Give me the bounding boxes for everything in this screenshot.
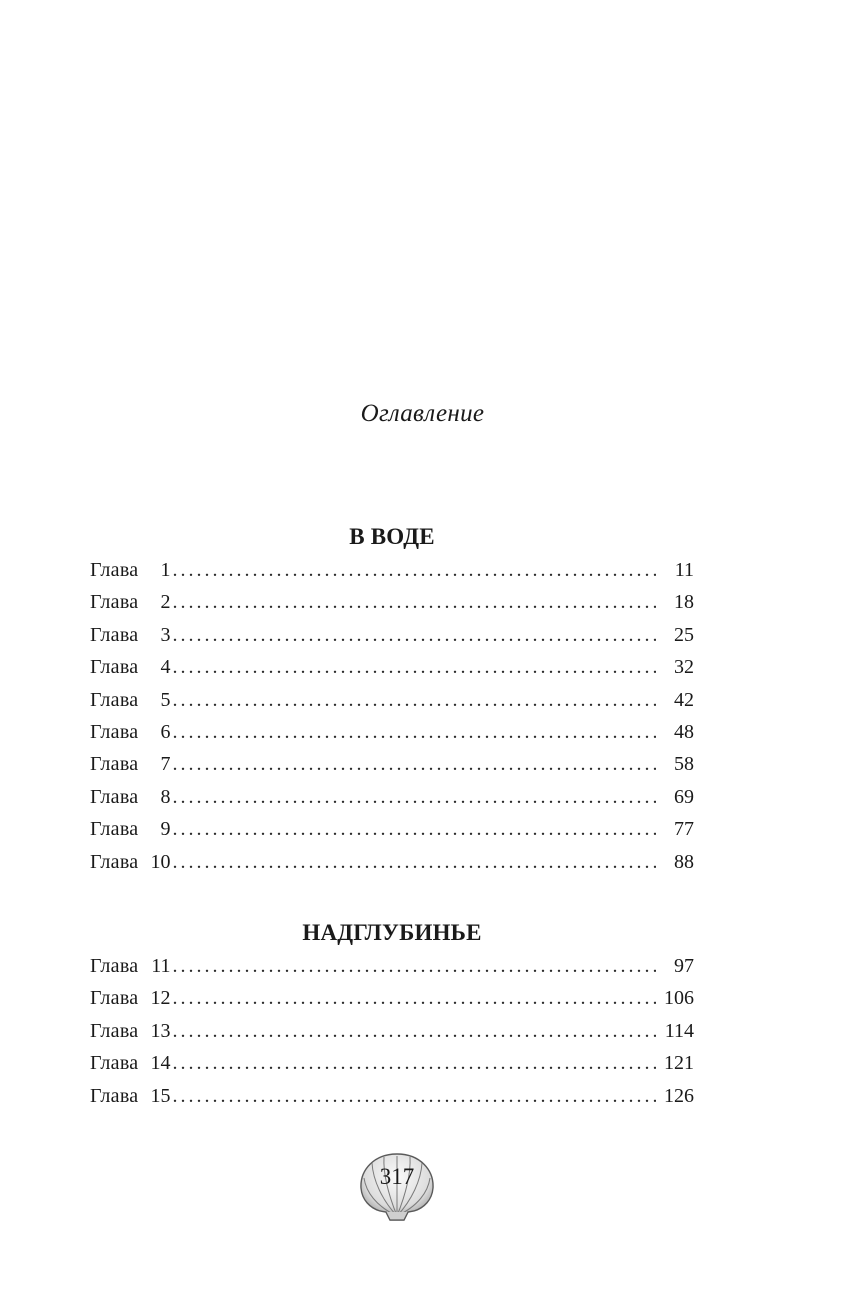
toc-entry[interactable] bbox=[90, 619, 694, 651]
toc-entry[interactable] bbox=[90, 586, 694, 618]
toc-entry[interactable] bbox=[90, 1080, 694, 1112]
page-ref: 18 bbox=[674, 591, 694, 614]
chapter-number: 12 bbox=[150, 987, 171, 1010]
chapter-label: Глава bbox=[90, 591, 139, 614]
toc-entry[interactable] bbox=[90, 1047, 694, 1079]
chapter-label: Глава bbox=[90, 656, 139, 679]
page-ref: 58 bbox=[674, 753, 694, 776]
chapter-number: 9 bbox=[160, 818, 171, 841]
chapter-number: 7 bbox=[160, 753, 171, 776]
toc-entry[interactable] bbox=[90, 846, 694, 878]
chapter-number: 2 bbox=[160, 591, 171, 614]
dot-leader bbox=[172, 1080, 656, 1112]
chapter-number: 14 bbox=[150, 1052, 171, 1075]
chapter-label: Глава bbox=[90, 688, 139, 711]
chapter-label: Глава bbox=[90, 987, 139, 1010]
chapter-label: Глава bbox=[90, 785, 139, 808]
chapter-number: 10 bbox=[150, 850, 171, 873]
page-ref: 97 bbox=[674, 955, 694, 977]
dot-leader bbox=[172, 554, 656, 586]
chapter-number: 3 bbox=[160, 623, 171, 646]
chapter-label: Глава bbox=[90, 850, 139, 873]
page-ref: 121 bbox=[664, 1052, 694, 1075]
page-ref: 77 bbox=[674, 818, 694, 841]
section-heading: НАДГЛУБИНЬЕ bbox=[302, 920, 482, 945]
chapter-label: Глава bbox=[90, 559, 139, 581]
toc-section-in-water bbox=[90, 520, 694, 878]
toc-entry[interactable] bbox=[90, 651, 694, 683]
page-number-ornament bbox=[356, 1150, 438, 1222]
toc-entry[interactable] bbox=[90, 1015, 694, 1047]
dot-leader bbox=[172, 781, 656, 813]
dot-leader bbox=[172, 846, 656, 878]
toc-list bbox=[90, 950, 694, 1112]
toc-entry[interactable] bbox=[90, 748, 694, 780]
dot-leader bbox=[172, 716, 656, 748]
page-ref: 69 bbox=[674, 785, 694, 808]
dot-leader bbox=[172, 982, 656, 1014]
chapter-number: 13 bbox=[150, 1019, 171, 1042]
page-ref: 11 bbox=[674, 559, 694, 581]
chapter-label: Глава bbox=[90, 955, 139, 977]
toc-entry[interactable] bbox=[90, 982, 694, 1014]
dot-leader bbox=[172, 813, 656, 845]
dot-leader bbox=[172, 684, 656, 716]
page-ref: 25 bbox=[674, 623, 694, 646]
dot-leader bbox=[172, 586, 656, 618]
chapter-label: Глава bbox=[90, 1084, 139, 1107]
chapter-number: 11 bbox=[151, 955, 171, 977]
dot-leader bbox=[172, 1015, 656, 1047]
chapter-label: Глава bbox=[90, 818, 139, 841]
page-ref: 42 bbox=[674, 688, 694, 711]
toc-entry[interactable] bbox=[90, 813, 694, 845]
chapter-label: Глава bbox=[90, 1019, 139, 1042]
page-ref: 48 bbox=[674, 720, 694, 743]
chapter-number: 1 bbox=[160, 559, 171, 581]
page-ref: 88 bbox=[674, 850, 694, 873]
toc-entry[interactable] bbox=[90, 950, 694, 982]
chapter-number: 8 bbox=[160, 785, 171, 808]
toc-entry[interactable] bbox=[90, 781, 694, 813]
toc-title: Оглавление bbox=[360, 400, 485, 427]
page-number: 317 bbox=[379, 1164, 415, 1189]
page-ref: 114 bbox=[664, 1019, 694, 1042]
dot-leader bbox=[172, 619, 656, 651]
toc-entry[interactable] bbox=[90, 716, 694, 748]
page-ref: 32 bbox=[674, 656, 694, 679]
chapter-label: Глава bbox=[90, 753, 139, 776]
chapter-label: Глава bbox=[90, 623, 139, 646]
dot-leader bbox=[172, 1047, 656, 1079]
chapter-label: Глава bbox=[90, 720, 139, 743]
chapter-number: 5 bbox=[160, 688, 171, 711]
dot-leader bbox=[172, 651, 656, 683]
chapter-number: 4 bbox=[160, 656, 171, 679]
page-ref: 106 bbox=[664, 987, 694, 1010]
chapter-number: 6 bbox=[160, 720, 171, 743]
toc-list bbox=[90, 554, 694, 878]
toc-section-above-depth bbox=[90, 916, 694, 1112]
chapter-label: Глава bbox=[90, 1052, 139, 1075]
dot-leader bbox=[172, 950, 656, 982]
dot-leader bbox=[172, 748, 656, 780]
chapter-number: 15 bbox=[150, 1084, 171, 1107]
toc-entry[interactable] bbox=[90, 684, 694, 716]
page-ref: 126 bbox=[664, 1084, 694, 1107]
section-heading: В ВОДЕ bbox=[349, 524, 435, 549]
toc-entry[interactable] bbox=[90, 554, 694, 586]
